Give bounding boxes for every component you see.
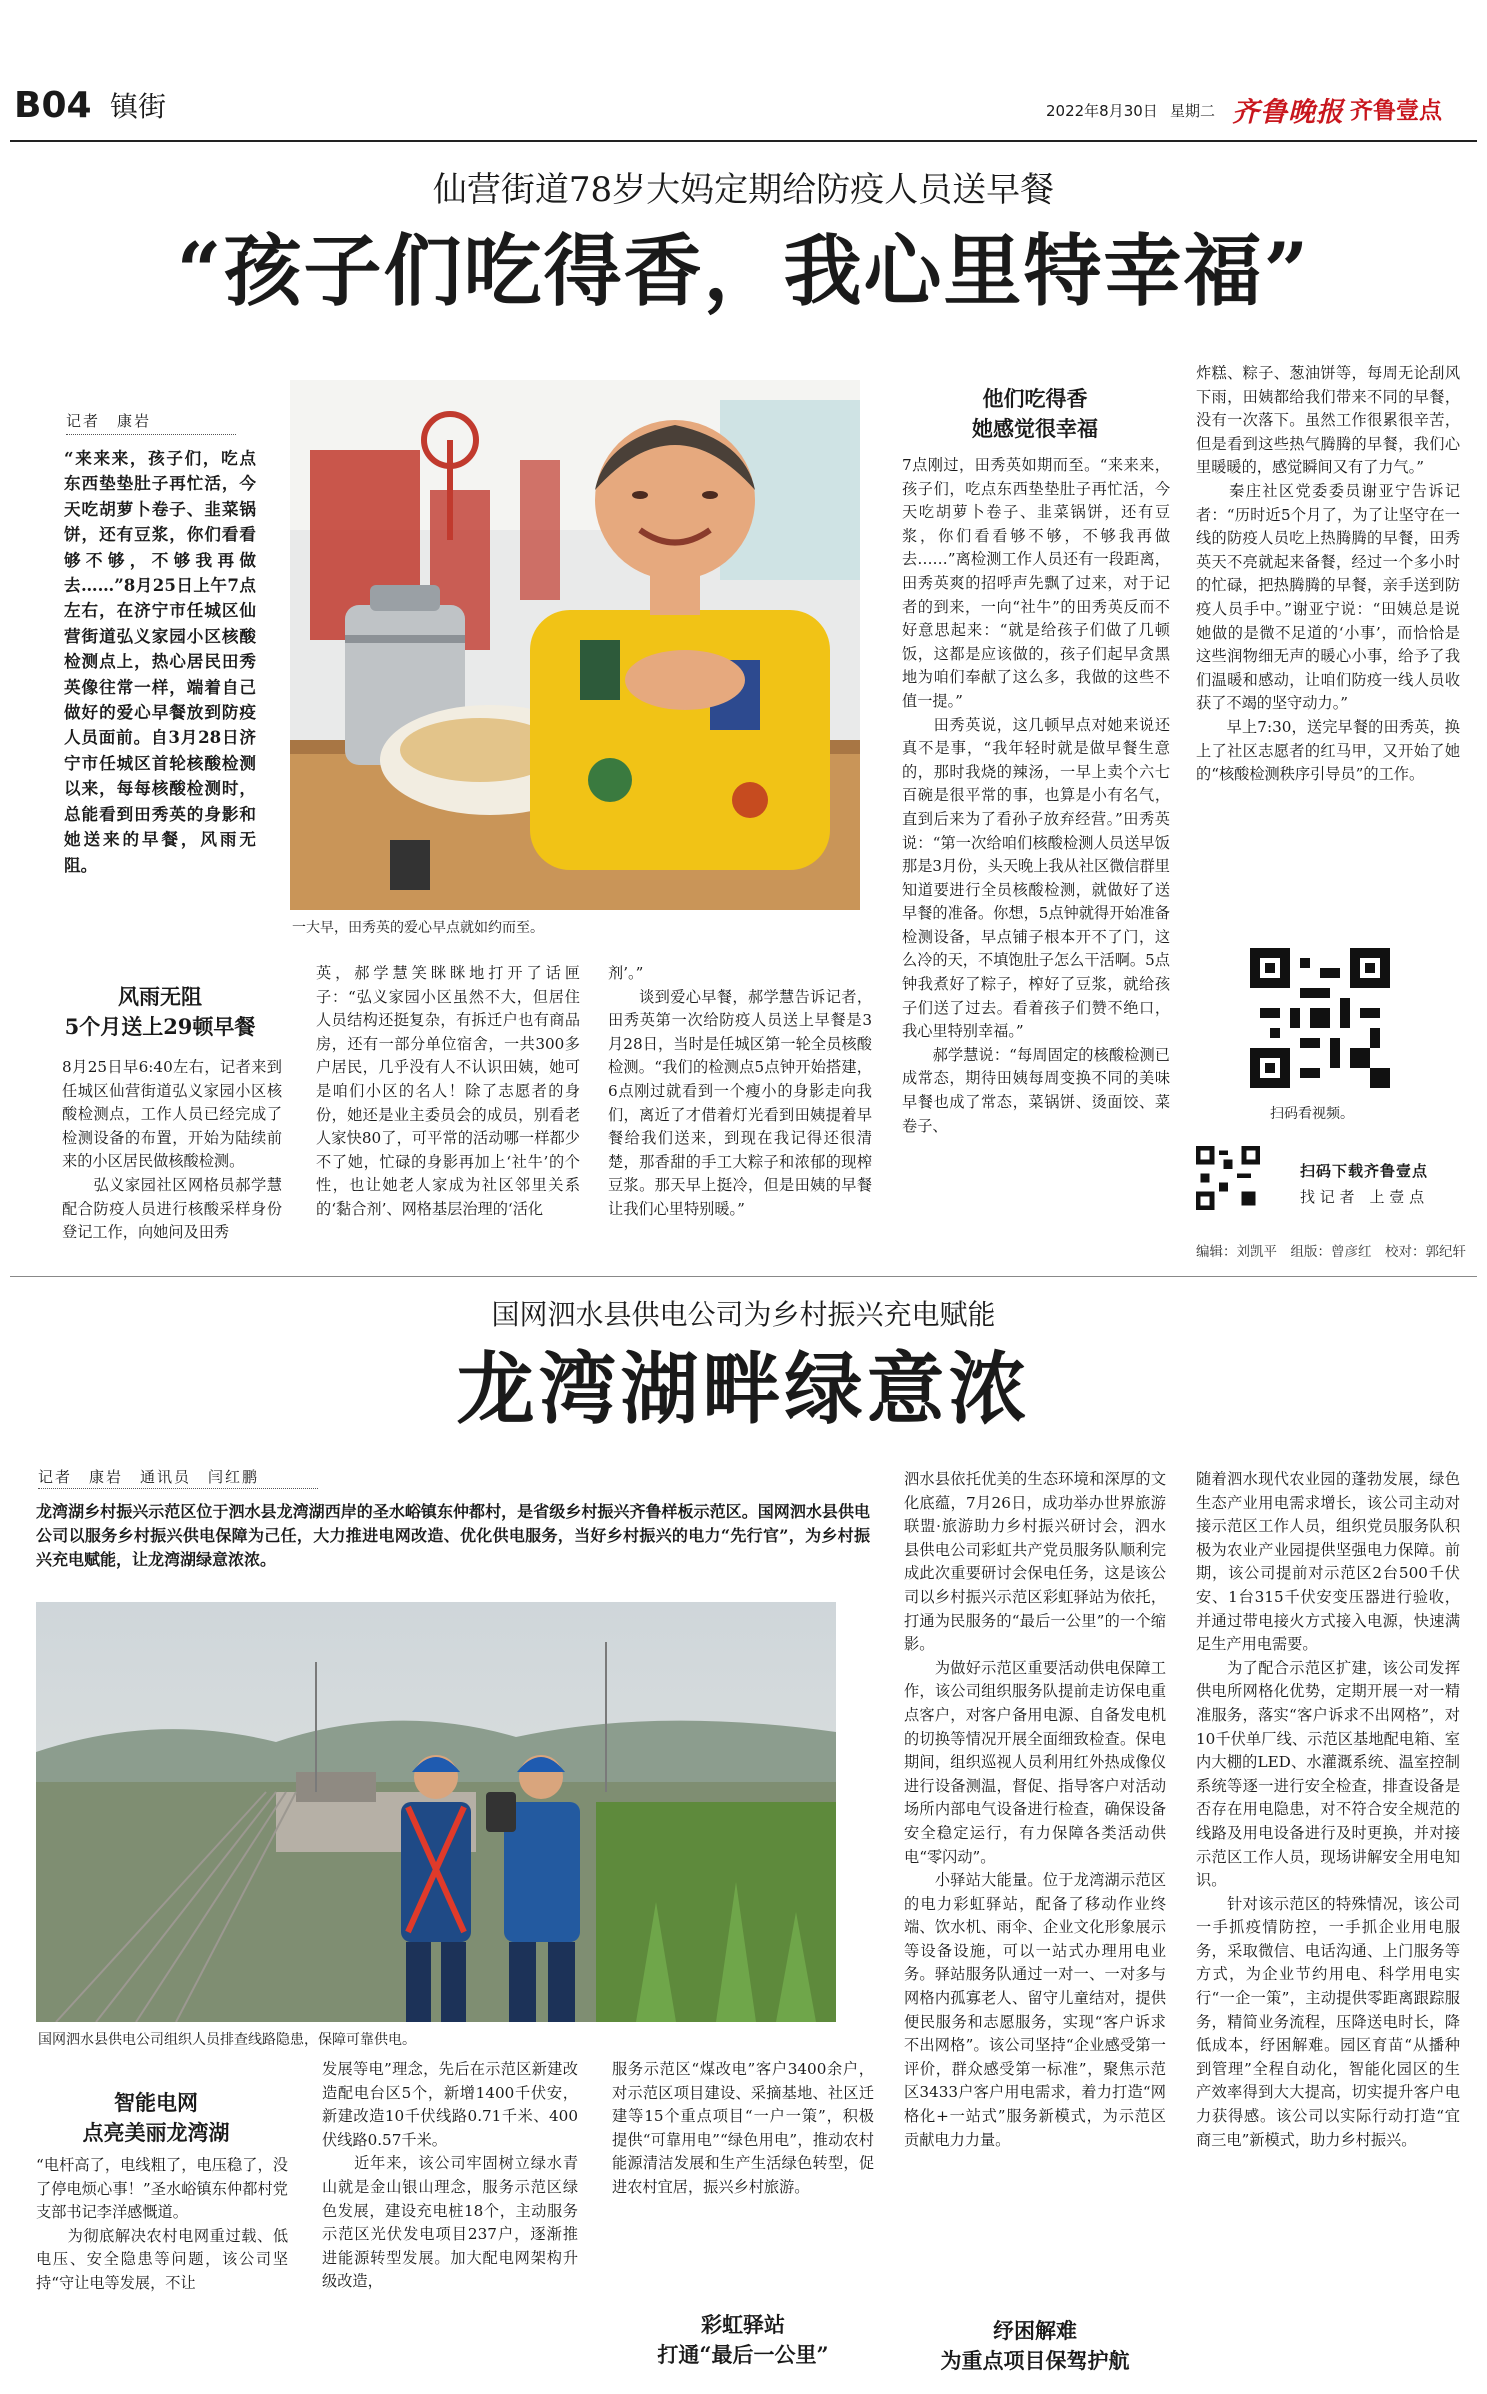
story1-headline: “孩子们吃得香，我心里特幸福”	[176, 226, 1311, 317]
story2-headline: 龙湾湖畔绿意浓	[456, 1344, 1031, 1435]
story1-column-e: 炸糕、粽子、葱油饼等，每周无论刮风下雨，田姨都给我们带来不同的早餐，没有一次落下。虽然工作很累很辛苦，但是看到这些热气腾腾的早餐，我们心里暖暖的，感觉瞬间又有了力气。” 秦庄社区党委委员谢亚宁告诉记者：“历时近5个月了，为了让坚守在一线的防疫人员吃上热腾腾的早餐，田秀英天不亮就起来备餐，经过一个多小时的忙碌，把热腾腾的早餐，亲手送到防疫人员手中。”谢亚宁说：“田姨总是说她做的是微不足道的‘小事’，而恰恰是这些润物细无声的暖心小事，给予了我们温暖和感动，让咱们防疫一线人员收获了不竭的坚守动力。” 早上7:30，送完早餐的田秀英，换上了社区志愿者的红马甲，又开始了她的“核酸检测秩序引导员”的工作。	[1196, 364, 1460, 784]
story1-column-a: 8月25日早6:40左右，记者来到任城区仙营街道弘义家园小区核酸检测点，工作人员已经完成了检测设备的布置，开始为陆续前来的小区居民做核酸检测。 弘义家园社区网格员郝学慧配合防疫人员进行核酸采样身份登记工作，向她问及田秀	[62, 1058, 282, 1242]
paper-logo: 齐鲁晚报	[1232, 97, 1344, 128]
issue-weekday: 星期二	[1170, 102, 1216, 120]
story1-byline-rule	[66, 434, 236, 435]
story2-lead: 龙湾湖乡村振兴示范区位于泗水县龙湾湖西岸的圣水峪镇东仲都村，是省级乡村振兴齐鲁样板示范区。国网泗水县供电公司以服务乡村振兴供电保障为己任，大力推进电网改造、优化供电服务，当好乡村振兴的电力“先行官”，为乡村振兴充电赋能，让龙湾湖绿意浓浓。	[36, 1502, 870, 1569]
story1-subhead-2: 他们吃得香 她感觉很幸福	[972, 386, 1098, 441]
app-logo: 齐鲁壹点	[1350, 98, 1442, 124]
story1-column-b: 英，郝学慧笑眯眯地打开了话匣子：“弘义家园小区虽然不大，但居住人员结构还挺复杂，有拆迁户也有商品房，还有一部分单位宿舍，一共300多户居民，几乎没有人不认识田姨，她可是咱们小区的名人！除了志愿者的身份，她还是业主委员会的成员，别看老人家快80了，可平常的活动哪一样都少不了她，忙碌的身影再加上‘社牛’的个性，也让她老人家成为社区邻里关系的‘黏合剂’、网格基层治理的‘活化	[316, 964, 580, 1218]
story2-column-b: 发展等电”理念，先后在示范区新建改造配电台区5个，新增1400千伏安，新建改造10千伏线路0.71千米、400伏线路0.57千米。 近年来，该公司牢固树立绿水青山就是金山银山理念，服务示范区绿色发展，建设充电桩18个，主动服务示范区光伏发电项目237户，逐渐推进能源转型发展。加大配电网架构升级改造，	[322, 2060, 578, 2291]
story1-subhead-1: 风雨无阻 5个月送上29顿早餐	[64, 984, 256, 1039]
issue-date: 2022年8月30日	[1046, 102, 1158, 120]
story1-column-d: 7点刚过，田秀英如期而至。“来来来，孩子们，吃点东西垫垫肚子再忙活，今天吃胡萝卜卷子、韭菜锅饼，还有豆浆，你们看看够不够，不够我再做去……”离检测工作人员还有一段距离，田秀英爽的招呼声先飘了过来，对于记者的到来，一向“社牛”的田秀英反而不好意思起来：“就是给孩子们做了几顿饭，这都是应该做的，孩子们起早贪黑地为咱们奉献了这么多，我做的这些不值一提。” 田秀英说，这几顿早点对她来说还真不是事，“我年轻时就是做早餐生意的，那时我烧的辣汤，一早上卖个六七百碗是很平常的事，也算是小有名气，直到后来为了看孙子放弃经营。”田秀英说：“第一次给咱们核酸检测人员送早饭那是3月份，头天晚上我从社区微信群里知道要进行全员核酸检测，就做好了送早餐的准备。你想，5点钟就得开始准备检测设备，早点铺子根本开不了门，这么冷的天，不填饱肚子怎么干活啊。5点钟我煮好了粽子，榨好了豆浆，就给孩子们送了过去。看着孩子们赞不绝口，我心里特别幸福。” 郝学慧说：“每周固定的核酸检测已成常态，期待田姨每周变换不同的美味早餐也成了常态，菜锅饼、烫面饺、菜卷子、	[902, 456, 1170, 1135]
story1-byline: 记者 康岩	[66, 412, 152, 430]
story2-kicker: 国网泗水县供电公司为乡村振兴充电赋能	[491, 1298, 996, 1331]
video-qr-caption: 扫码看视频。	[1270, 1106, 1354, 1122]
story1-photo-caption: 一大早，田秀英的爱心早点就如约而至。	[292, 920, 544, 936]
download-subtitle: 找 记 者 上 壹 点	[1300, 1188, 1425, 1206]
download-qr-code[interactable]	[1196, 1146, 1260, 1210]
story1-column-c: 剂’。” 谈到爱心早餐，郝学慧告诉记者，田秀英第一次给防疫人员送上早餐是3月28日，当时是任城区第一轮全员核酸检测。“我们的检测点5点钟开始搭建，6点刚过就看到一个瘦小的身影走向我们，离近了才借着灯光看到田姨提着早餐给我们送来，到现在我记得还很清楚，那香甜的手工大粽子和浓郁的现榨豆浆。那天早上挺冷，但是田姨的早餐让我们心里特别暖。”	[608, 964, 872, 1218]
story1-photo	[290, 380, 860, 910]
download-title: 扫码下载齐鲁壹点	[1300, 1162, 1429, 1180]
section-label: 镇街	[110, 90, 167, 123]
story2-column-c: 服务示范区“煤改电”客户3400余户，对示范区项目建设、采摘基地、社区迁建等15个重点项目“一户一策”，积极提供“可靠用电”“绿色用电”，推动农村能源清洁发展和生产生活绿色转型，促进农村宜居，振兴乡村旅游。	[612, 2060, 874, 2196]
story2-byline: 记者 康岩 通讯员 闫红鹏	[38, 1468, 260, 1486]
page-number: B04	[14, 85, 92, 126]
story2-subhead-1: 智能电网 点亮美丽龙湾湖	[82, 2090, 230, 2145]
story2-photo	[36, 1602, 836, 2022]
editors-credit: 编辑：刘凯平 组版：曾彦红 校对：郭纪轩	[1196, 1244, 1466, 1260]
story1-kicker: 仙营街道78岁大妈定期给防疫人员送早餐	[432, 170, 1055, 210]
story2-photo-caption: 国网泗水县供电公司组织人员排查线路隐患，保障可靠供电。	[38, 2032, 416, 2048]
header-rule	[10, 140, 1477, 142]
story2-subhead-3: 纾困解难 为重点项目保驾护航	[940, 2318, 1130, 2373]
story2-subhead-2: 彩虹驿站 打通“最后一公里”	[657, 2312, 829, 2367]
story2-column-e: 随着泗水现代农业园的蓬勃发展，绿色生态产业用电需求增长，该公司主动对接示范区工作人员，组织党员服务队积极为农业产业园提供坚强电力保障。前期，该公司提前对示范区2台500千伏安、1台315千伏安变压器进行验收，并通过带电接火方式接入电源，快速满足生产用电需要。 为了配合示范区扩建，该公司发挥供电所网格化优势，定期开展一对一精准服务，落实“客户诉求不出网格”，对10千伏单厂线、示范区基地配电箱、室内大棚的LED、水灌溉系统、温室控制系统等逐一进行安全检查，排查设备是否存在用电隐患，对不符合安全规范的线路及用电设备进行及时更换，并对接示范区工作人员，现场讲解安全用电知识。 针对该示范区的特殊情况，该公司一手抓疫情防控，一手抓企业用电服务，采取微信、电话沟通、上门服务等方式，为企业节约用电、科学用电实行“一企一策”，主动提供零距离跟踪服务，精简业务流程，压降送电时长，降低成本，纾困解难。园区育苗“从播种到管理”全程自动化，智能化园区的生产效率得到大大提高，切实提升客户电力获得感。该公司以实际行动打造“宜商三电”新模式，助力乡村振兴。	[1196, 1470, 1460, 2149]
video-qr-code[interactable]	[1250, 948, 1390, 1088]
story1-lead: “来来来，孩子们，吃点东西垫垫肚子再忙活，今天吃胡萝卜卷子、韭菜锅饼，还有豆浆，你们看看够不够，不够我再做去……”8月25日上午7点左右，在济宁市任城区仙营街道弘义家园小区核酸检测点上，热心居民田秀英像往常一样，端着自己做好的爱心早餐放到防疫人员面前。自3月28日济宁市任城区首轮核酸检测以来，每每核酸检测时，总能看到田秀英的身影和她送来的早餐，风雨无阻。	[64, 448, 256, 875]
story-divider	[10, 1276, 1477, 1277]
story2-column-d: 泗水县依托优美的生态环境和深厚的文化底蕴，7月26日，成功举办世界旅游联盟·旅游助力乡村振兴研讨会，泗水县供电公司彩虹共产党员服务队顺利完成此次重要研讨会保电任务，这是该公司以乡村振兴示范区彩虹驿站为依托，打通为民服务的“最后一公里”的一个缩影。 为做好示范区重要活动供电保障工作，该公司组织服务队提前走访保电重点客户，对客户备用电源、自备发电机的切换等情况开展全面细致检查。保电期间，组织巡视人员利用红外热成像仪进行设备测温，督促、指导客户对活动场所内部电气设备进行检查，确保设备安全稳定运行，有力保障各类活动供电“零闪动”。 小驿站大能量。位于龙湾湖示范区的电力彩虹驿站，配备了移动作业终端、饮水机、雨伞、企业文化形象展示等设备设施，可以一站式办理用电业务。驿站服务队通过一对一、一对多与网格内孤寡老人、留守儿童结对，提供便民服务和志愿服务，实现“客户诉求不出网格”。该公司坚持“企业感受第一评价，群众感受第一标准”，聚焦示范区3433户客户用电需求，着力打造“网格化+一站式”服务新模式，为示范区贡献电力力量。	[904, 1470, 1166, 2149]
story2-byline-rule	[38, 1488, 318, 1489]
story2-column-a: “电杆高了，电线粗了，电压稳了，没了停电烦心事！”圣水峪镇东仲都村党支部书记李洋感慨道。 为彻底解决农村电网重过载、低电压、安全隐患等问题，该公司坚持“守让电等发展，不让	[36, 2156, 288, 2292]
